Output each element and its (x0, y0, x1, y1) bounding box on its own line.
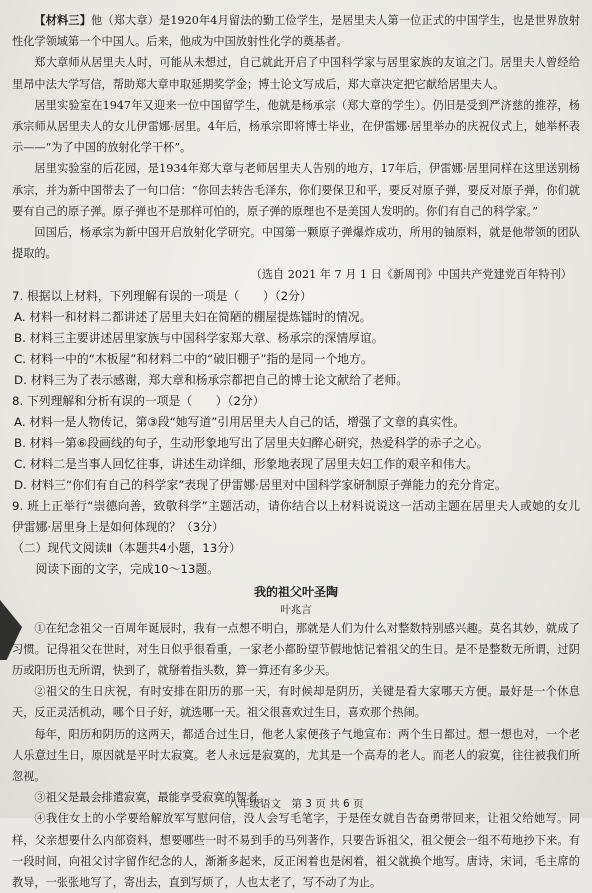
essay-p1: ①在纪念祖父一百周年诞辰时，我有一点想不明白，那就是人们为什么对整数特别感兴趣。莫名其妙，就成了习惯。记得祖父在世时，对生日似乎很看重，一家老小都盼望节假地惦记着祖父的生日。是不是整数无所谓，过阴历或阳历也无所谓，快到了，就掰着指头数，算一算还有多少天。 (12, 621, 580, 678)
material3-label: 【材料三】 (34, 13, 92, 27)
question-stem: 8. 下列理解和分析有误的一项是（ ）（2分） (12, 393, 265, 408)
question-9 (12, 496, 580, 538)
material3-p1 (12, 10, 580, 52)
material3-p2: 郑大章师从居里夫人时，可能从未想过，自己就此开启了中国科学家与居里家族的友谊之门。居里夫人曾经给里昂中法大学写信，帮助郑大章申取延期奖学金；博士论文写成后，郑大章决定把它献给居里夫人。 (12, 56, 580, 91)
question-7 (12, 286, 580, 391)
option-c: C. 材料一中的“木板屋”和材料二中的“破旧棚子”指的是同一个地方。 (14, 351, 373, 366)
essay-author: 叶兆言 (280, 603, 312, 616)
question-stem: 7. 根据以上材料，下列理解有误的一项是（ ）（2分） (12, 288, 312, 303)
question-stem: 9. 班上正举行“崇德向善，致敬科学”主题活动，请你结合以上材料说说这一活动主题在居里夫人或她的女儿伊雷娜·居里身上是如何体现的？（3分） (12, 498, 580, 534)
page-content (12, 10, 580, 893)
option-b: B. 材料三主要讲述居里家族与中国科学家郑大章、杨承宗的深情厚谊。 (14, 330, 384, 345)
option-d: D. 材料三为了表示感谢，郑大章和杨承宗都把自己的博士论文献给了老师。 (14, 372, 409, 387)
option-a: A. 材料一是人物传记，第③段“她写道”引用居里夫人自己的话，增强了文章的真实性。 (14, 414, 466, 429)
essay-title: 我的祖父叶圣陶 (253, 584, 338, 599)
section-heading: （二）现代文阅读Ⅱ（本题共4小题，13分） (12, 540, 241, 555)
page-footer: 八年级语文 第 3 页 共 6 页 (228, 798, 364, 810)
option-c: C. 材料二是当事人回忆往事，讲述生动详细，形象地表现了居里夫妇工作的艰辛和伟大。 (14, 456, 479, 471)
material3-p4: 居里实验室的后花园，是1934年郑大章与老师居里夫人告别的地方，17年后，伊雷娜·居里同样在这里送别杨承宗，并为新中国带去了一句口信：“你回去转告毛泽东，你们要保卫和平，要反对原子弹，要反对原子弹，你们就要有自己的原子弹。原子弹也不是那样可怕的，原子弹的原理也不是美国人发明的。你们有自己的科学家。” (12, 162, 580, 218)
essay-p4: ④我住女上的小学要给解放军写慰问信，没人会写毛笔字，于是侄女就自告奋勇带回来，让祖父给她写。同样，父亲想要什么内部资料，想要哪些一时不易到手的马列著作，只要告诉祖父，祖父便会一组不苟地抄下来。有一段时间，向祖父讨字留作纪念的人，渐渐多起来，反正闲着也是闲着，祖父就换个地写。唐诗，宋词，毛主席的教导，一张张地写了，寄出去，直到写烦了，人也太老了，写不动了为止。 (12, 812, 580, 890)
material3-p5: 回国后，杨承宗为新中国开启放射化学研究。中国第一颗原子弹爆炸成功，所用的铀原料，就是他带领的团队提取的。 (12, 226, 580, 261)
essay-p3: ③祖父是最会排遣寂寞，最能享受寂寞的智者。 (34, 791, 270, 805)
option-b: B. 材料一第⑥段画线的句子，生动形象地写出了居里夫妇醉心研究，热爱科学的赤子之心。 (14, 435, 489, 450)
material3-source: （选自 2021 年 7 月 1 日《新周刊》中国共产党建党百年特刊） (250, 268, 572, 282)
option-a: A. 材料一和材料二都讲述了居里夫妇在简陋的棚屋提炼镭时的情况。 (14, 309, 372, 324)
essay-p2b: 每年，阳历和阴历的这两天，都适合过生日，他老人家便孩子气地宣布：两个生日都过。想一想也对，一个老人乐意过生日，原因就是平时太寂寞。老人永远是寂寞的，尤其是一个高寿的老人。而老人的寂寞，往往被我们所忽视。 (12, 727, 580, 784)
essay-p2: ②祖父的生日庆祝，有时安排在阳历的那一天，有时候却是阴历，关键是看大家哪天方便。最好是一个休息天，反正灵活机动，哪个日子好，就选哪一天。祖父很喜欢过生日，喜欢那个热闹。 (12, 685, 580, 720)
question-8 (12, 391, 580, 496)
material3-p1-text: 他（郑大章）是1920年4月留法的勤工俭学生，是居里夫人第一位正式的中国学生，也是世界放射性化学领域第一个中国人。后来，他成为中国放射性化学的奠基者。 (12, 14, 580, 49)
material3-p3: 居里实验室在1947年又迎来一位中国留学生，他就是杨承宗（郑大章的学生）。仍旧是受到严济慈的推荐，杨承宗师从居里夫人的女儿伊雷娜·居里。4年后，杨承宗即将博士毕业，在伊雷娜·居里举办的庆祝仪式上，她举杯表示——“为了中国的放射化学干杯”。 (12, 98, 580, 155)
section-instruction: 阅读下面的文字，完成10～13题。 (35, 561, 219, 576)
option-d: D. 材料三“你们有自己的科学家”表现了伊雷娜·居里对中国科学家研制原子弹能力的充分肯定。 (14, 477, 507, 492)
